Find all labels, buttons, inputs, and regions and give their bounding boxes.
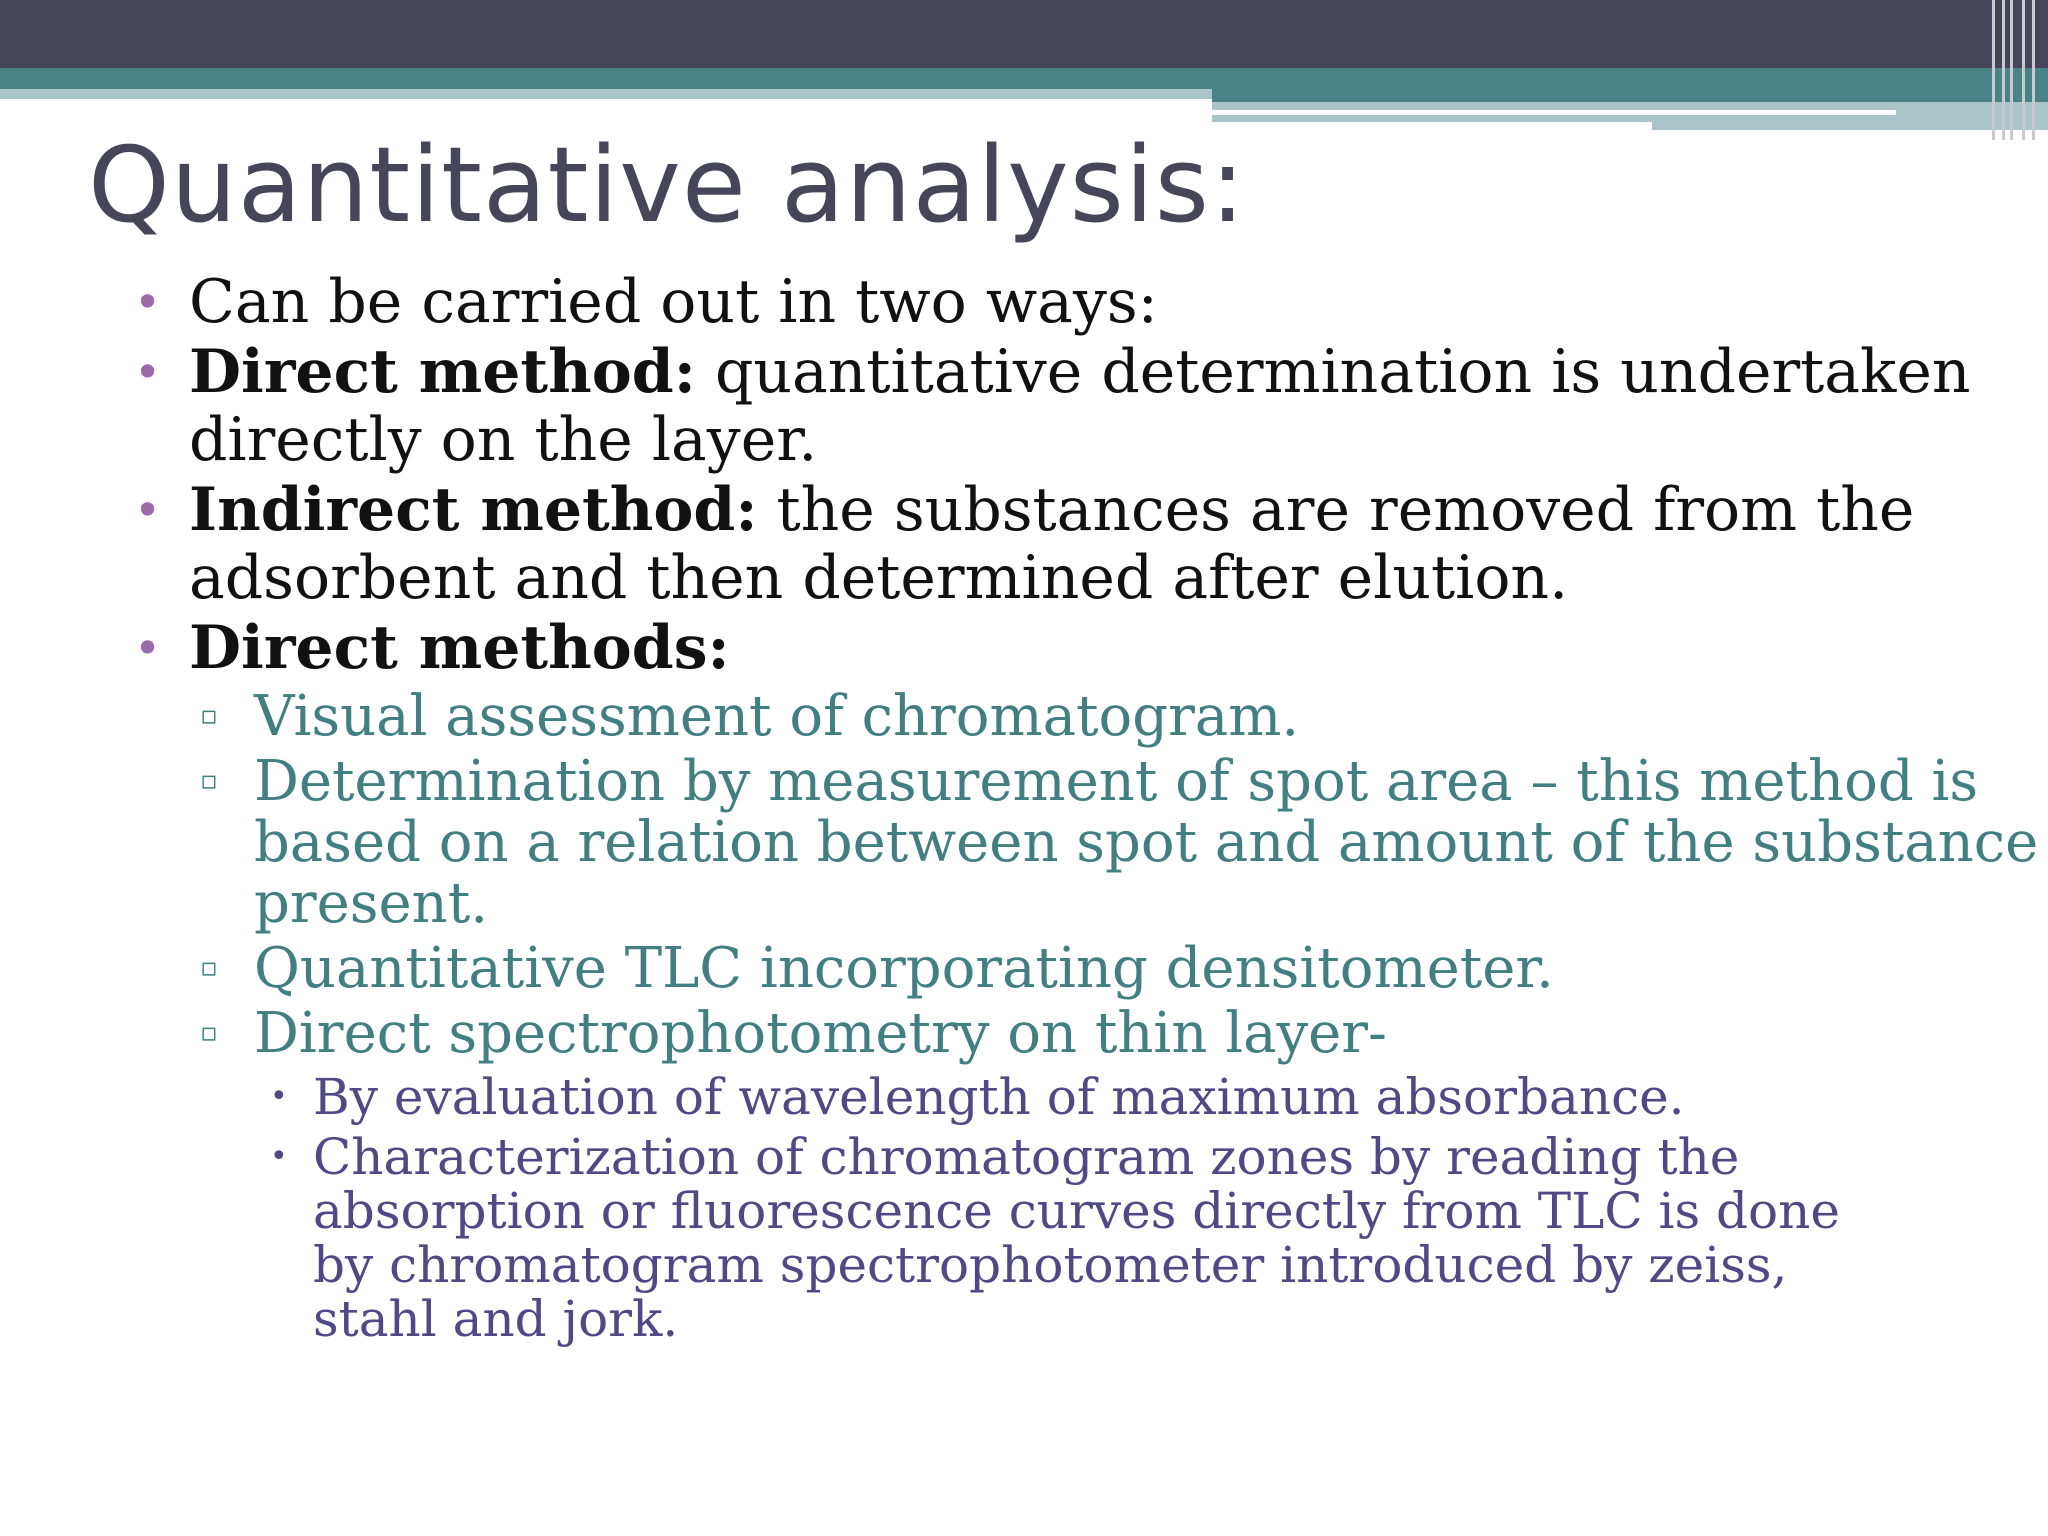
slide-body: [0, 268, 2048, 1346]
sub-sub-bullet-item: [0, 1070, 1913, 1124]
bullet-dot-icon: •: [134, 345, 162, 399]
bullet-item: [0, 338, 2048, 474]
header-white-strip: [1212, 122, 1652, 136]
bullet-bold-text: Indirect method:: [189, 475, 758, 545]
sub-sub-bullet-item: [0, 1130, 1913, 1346]
bullet-text: the substances are removed from the adsorbent and then determined after elution.: [189, 475, 1915, 613]
slide-title: Quantitative analysis:: [88, 124, 1246, 246]
small-dot-bullet-icon: •: [270, 1139, 288, 1174]
bullet-item: [0, 614, 2048, 682]
square-bullet-icon: ▫: [200, 766, 218, 796]
header-teal-bar-left: [0, 68, 1212, 89]
sub-bullet-text: Quantitative TLC incorporating densitometer.: [254, 936, 1554, 1001]
bullet-text: quantitative determination is undertaken directly on the layer.: [189, 337, 1971, 475]
sub-sub-bullet-text: Characterization of chromatogram zones by reading the absorption or fluorescence curves directly from TLC is done by chromatogram spectrophotometer introduced by zeiss, stahl and jork.: [313, 1128, 1840, 1348]
sub-bullet-item: [0, 1003, 2048, 1064]
bullet-bold-text: Direct methods:: [189, 613, 730, 683]
bullet-item: [0, 476, 2048, 612]
header-dark-bar: [0, 0, 2048, 68]
bullet-bold-text: Direct method:: [189, 337, 696, 407]
edge-decoration: [1988, 0, 2048, 140]
small-dot-bullet-icon: •: [270, 1079, 288, 1114]
sub-bullet-text: Visual assessment of chromatogram.: [254, 684, 1300, 749]
bullet-dot-icon: •: [134, 621, 162, 675]
sub-bullet-item: [0, 938, 2048, 999]
header-teal-bar-right: [1212, 68, 2048, 102]
square-bullet-icon: ▫: [200, 701, 218, 731]
bullet-item: [0, 268, 2048, 336]
square-bullet-icon: ▫: [200, 953, 218, 983]
sub-bullet-text: Direct spectrophotometry on thin layer-: [254, 1001, 1387, 1066]
sub-bullet-text: Determination by measurement of spot area – this method is based on a relation between spot and amount of the substance present.: [254, 749, 2039, 936]
sub-sub-bullet-text: By evaluation of wavelength of maximum absorbance.: [313, 1068, 1685, 1126]
square-bullet-icon: ▫: [200, 1018, 218, 1048]
bullet-text: Can be carried out in two ways:: [189, 267, 1158, 337]
bullet-dot-icon: •: [134, 275, 162, 329]
sub-bullet-item: [0, 751, 2048, 934]
header-white-strip: [1212, 110, 1896, 115]
sub-bullet-item: [0, 686, 2048, 747]
bullet-dot-icon: •: [134, 483, 162, 537]
header-light-bar-left: [0, 89, 1212, 99]
